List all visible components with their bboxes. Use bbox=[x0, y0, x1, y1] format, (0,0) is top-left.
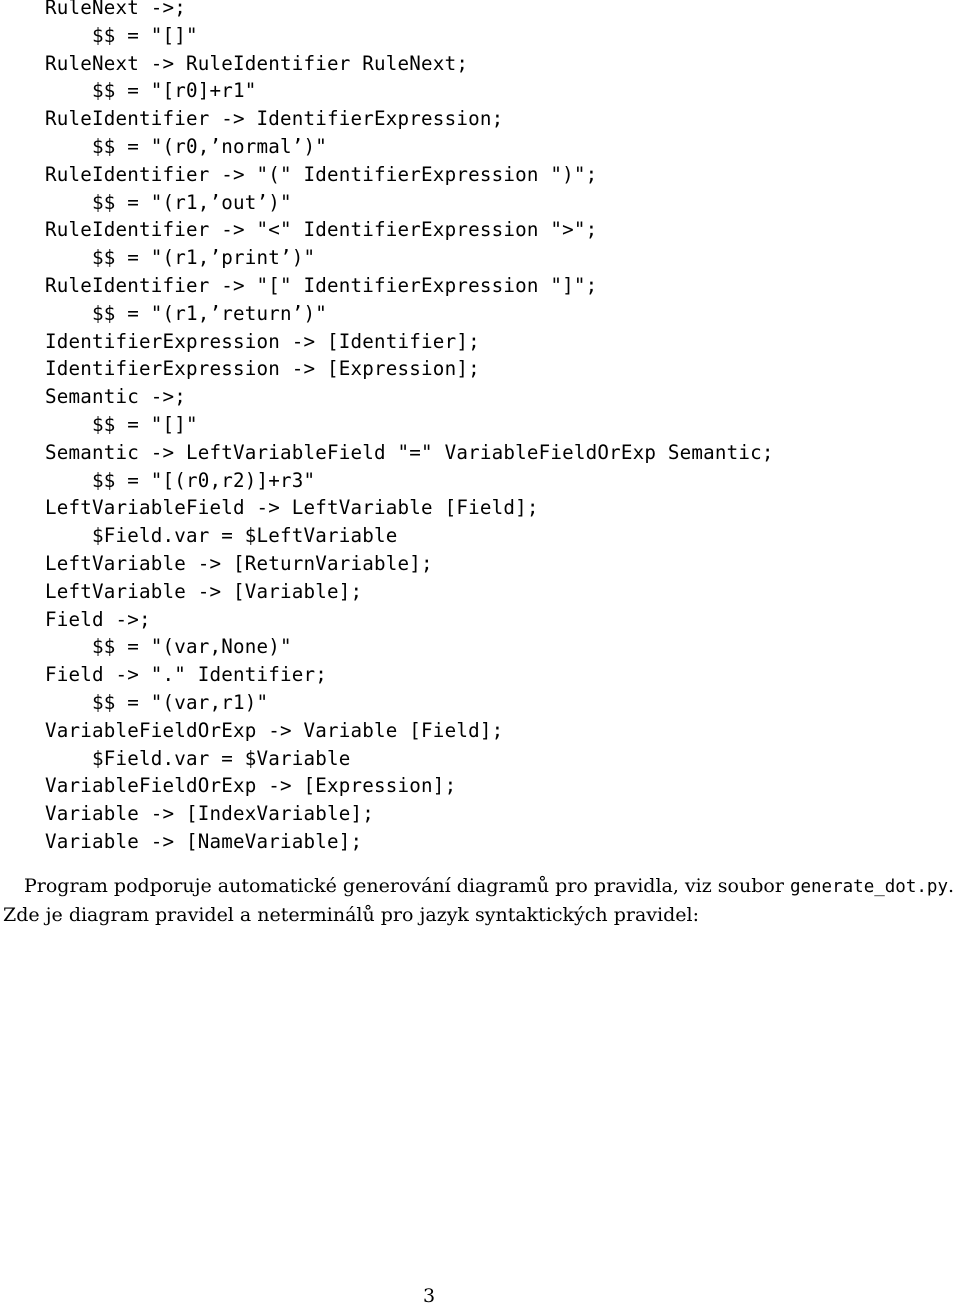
code-line-rule: Semantic ->; bbox=[45, 385, 187, 409]
code-line-rule: Variable -> [IndexVariable]; bbox=[45, 802, 375, 826]
code-line-action: $$ = "[]" bbox=[92, 412, 198, 436]
code-line-action: $$ = "[r0]+r1" bbox=[92, 79, 257, 103]
code-line-rule: RuleIdentifier -> "[" IdentifierExpression "]"; bbox=[45, 273, 598, 297]
code-line-action: $Field.var = $Variable bbox=[92, 746, 351, 770]
code-line-rule: Semantic -> LeftVariableField "=" VariableFieldOrExp Semantic; bbox=[45, 440, 774, 464]
code-line-rule: RuleNext -> RuleIdentifier RuleNext; bbox=[45, 51, 469, 75]
paragraph-diagram-generation bbox=[0, 872, 960, 901]
paragraph-text-before: Program podporuje automatické generování diagramů pro pravidla, viz soubor bbox=[24, 875, 790, 897]
code-line-action: $Field.var = $LeftVariable bbox=[92, 524, 398, 548]
page-number: 3 bbox=[422, 1285, 436, 1307]
code-line-rule: Field -> "." Identifier; bbox=[45, 663, 328, 687]
code-line-action: $$ = "(var,None)" bbox=[92, 635, 292, 659]
filename-generate-dot: generate_dot.py bbox=[789, 877, 948, 897]
code-line-rule: LeftVariable -> [ReturnVariable]; bbox=[45, 551, 433, 575]
code-line-rule: LeftVariable -> [Variable]; bbox=[45, 579, 363, 603]
body-text bbox=[0, 872, 960, 929]
code-line-rule: Variable -> [NameVariable]; bbox=[45, 829, 363, 853]
code-line-rule: RuleNext ->; bbox=[45, 0, 187, 19]
code-line-action: $$ = "(r1,’print’)" bbox=[92, 246, 316, 270]
code-line-rule: VariableFieldOrExp -> [Expression]; bbox=[45, 774, 457, 798]
code-line-action: $$ = "[]" bbox=[92, 23, 198, 47]
grammar-code-listing bbox=[45, 0, 774, 856]
code-line-action: $$ = "(r0,’normal’)" bbox=[92, 134, 328, 158]
code-line-rule: LeftVariableField -> LeftVariable [Field]; bbox=[45, 496, 539, 520]
code-line-rule: RuleIdentifier -> IdentifierExpression; bbox=[45, 107, 504, 131]
code-line-rule: Field ->; bbox=[45, 607, 151, 631]
code-line-rule: RuleIdentifier -> "<" IdentifierExpression ">"; bbox=[45, 218, 598, 242]
paragraph-diagram-intro: Zde je diagram pravidel a neterminálů pro jazyk syntaktických pravidel: bbox=[3, 904, 699, 926]
code-line-rule: IdentifierExpression -> [Identifier]; bbox=[45, 329, 480, 353]
code-line-rule: IdentifierExpression -> [Expression]; bbox=[45, 357, 480, 381]
paragraph-text-after: . bbox=[948, 875, 955, 897]
code-line-rule: RuleIdentifier -> "(" IdentifierExpression ")"; bbox=[45, 162, 598, 186]
code-line-rule: VariableFieldOrExp -> Variable [Field]; bbox=[45, 718, 504, 742]
code-line-action: $$ = "(r1,’return’)" bbox=[92, 301, 328, 325]
code-line-action: $$ = "(r1,’out’)" bbox=[92, 190, 292, 214]
code-line-action: $$ = "[(r0,r2)]+r3" bbox=[92, 468, 316, 492]
code-line-action: $$ = "(var,r1)" bbox=[92, 690, 269, 714]
